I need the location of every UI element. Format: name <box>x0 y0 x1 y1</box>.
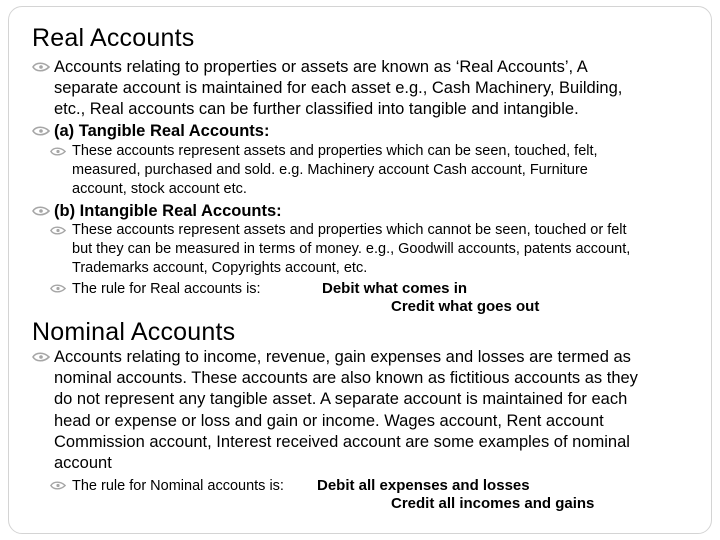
nominal-line-2: nominal accounts. These accounts are also known as fictitious accounts as they <box>54 369 638 388</box>
intangible-description <box>50 221 720 279</box>
nominal-line-5: Commission account, Interest received account are some examples of nominal <box>54 432 630 451</box>
tangible-line-2: measured, purchased and sold. e.g. Machinery account Cash account, Furniture <box>72 162 588 179</box>
nominal-line-4: head or expense or loss and gain or income. Wages account, Rent account <box>54 411 604 430</box>
bullet-icon <box>50 480 66 492</box>
real-rule-credit: Credit what goes out <box>391 298 540 315</box>
bullet-icon <box>32 125 50 137</box>
nominal-accounts-heading: Nominal Accounts <box>32 318 236 346</box>
nominal-line-6: account <box>54 454 112 473</box>
intangible-line-2: but they can be measured in terms of money. e.g., Goodwill accounts, patents account, <box>72 241 631 258</box>
bullet-icon <box>50 146 66 158</box>
tangible-description <box>50 142 720 200</box>
real-intro-line-2: separate account is maintained for each asset e.g., Cash Machinery, Building, <box>54 79 623 98</box>
nominal-line-3: do not represent any tangible asset. A separate account is maintained for each <box>54 390 628 409</box>
bullet-icon <box>32 61 50 73</box>
nominal-rule <box>50 476 720 496</box>
tangible-heading-bullet <box>32 121 712 142</box>
bullet-icon <box>32 351 50 363</box>
bullet-icon <box>50 283 66 295</box>
bullet-icon <box>50 225 66 237</box>
bullet-icon <box>32 205 50 217</box>
intangible-line-1: These accounts represent assets and properties which cannot be seen, touched or felt <box>72 222 627 238</box>
nominal-rule-debit: Debit all expenses and losses <box>317 477 530 494</box>
real-intro-line-3: etc., Real accounts can be further classified into tangible and intangible. <box>54 100 579 119</box>
real-accounts-heading: Real Accounts <box>32 24 195 52</box>
intangible-heading-bullet <box>32 201 712 222</box>
nominal-rule-credit: Credit all incomes and gains <box>391 495 595 512</box>
nominal-line-1: Accounts relating to income, revenue, gain expenses and losses are termed as <box>54 348 631 366</box>
real-rule-debit: Debit what comes in <box>322 280 468 297</box>
intangible-heading: (b) Intangible Real Accounts: <box>54 202 282 220</box>
nominal-rule-label: The rule for Nominal accounts is: <box>72 478 284 494</box>
nominal-intro-bullet <box>32 347 712 474</box>
tangible-heading: (a) Tangible Real Accounts: <box>54 122 270 140</box>
real-rule-label: The rule for Real accounts is: <box>72 281 261 297</box>
tangible-line-3: account, stock account etc. <box>72 181 247 198</box>
tangible-line-1: These accounts represent assets and properties which can be seen, touched, felt, <box>72 143 598 159</box>
intangible-line-3: Trademarks account, Copyrights account, etc. <box>72 260 368 277</box>
real-intro-bullet <box>32 57 712 121</box>
real-rule <box>50 279 720 299</box>
real-intro-line-1: Accounts relating to properties or assets are known as ‘Real Accounts’, A <box>54 58 588 76</box>
